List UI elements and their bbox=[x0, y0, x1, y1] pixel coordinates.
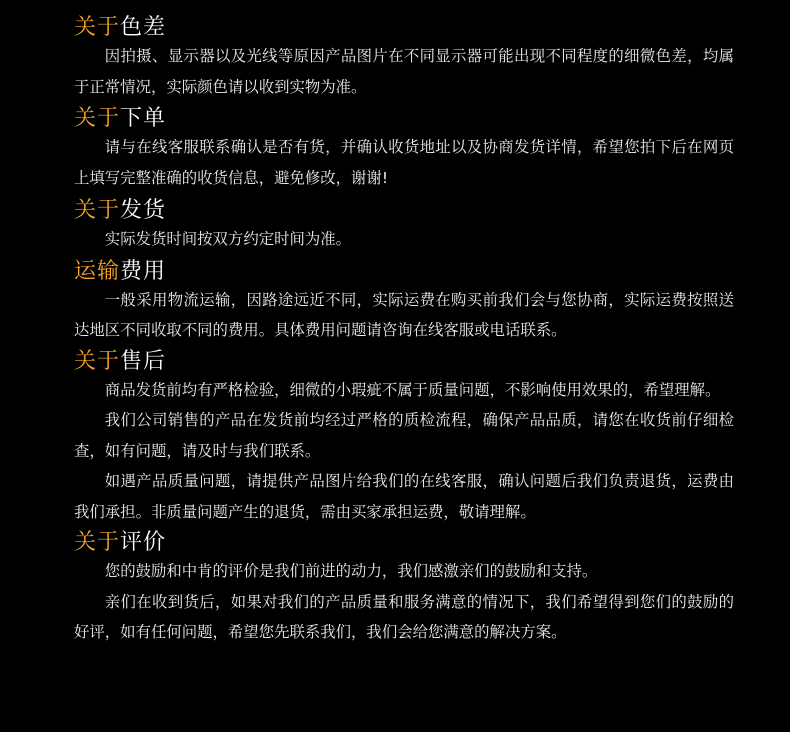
heading-accent: 关于 bbox=[74, 348, 121, 374]
section-paragraph: 我们公司销售的产品在发货前均经过严格的质检流程，确保产品品质，请您在收货前仔细检查，如有问题，请及时与我们联系。 bbox=[74, 411, 734, 460]
heading-accent: 关于 bbox=[74, 106, 121, 131]
section-paragraph: 商品发货前均有严格检验，细微的小瑕疵不属于质量问题，不影响使用效果的，希望理解。 bbox=[104, 380, 721, 399]
section-heading bbox=[74, 106, 790, 132]
section-ordering bbox=[74, 106, 790, 193]
section-paragraph: 如遇产品质量问题，请提供产品图片给我们的在线客服，确认问题后我们负责退货，运费由我们承担。非质量问题产生的退货，需由买家承担运费，敬请理解。 bbox=[74, 472, 734, 521]
section-paragraph: 实际发货时间按双方约定时间为准。 bbox=[104, 230, 352, 248]
section-paragraph: 因拍摄、显示器以及光线等原因产品图片在不同显示器可能出现不同程度的细微色差，均属于正常情况，实际颜色请以收到实物为准。 bbox=[74, 47, 734, 96]
heading-accent: 关于 bbox=[74, 15, 121, 40]
section-heading bbox=[74, 259, 790, 285]
heading-accent: 关于 bbox=[74, 530, 121, 555]
section-paragraph: 请与在线客服联系确认是否有货，并确认收货地址以及协商发货详情，希望您拍下后在网页上填写完整准确的收货信息，避免修改，谢谢! bbox=[74, 138, 734, 187]
section-heading bbox=[74, 530, 790, 556]
section-heading bbox=[74, 15, 790, 41]
heading-rest: 色差 bbox=[120, 15, 167, 40]
section-paragraph: 一般采用物流运输，因路途远近不同，实际运费在购买前我们会与您协商，实际运费按照送达地区不同收取不同的费用。具体费用问题请咨询在线客服或电话联系。 bbox=[74, 290, 734, 339]
section-shipping bbox=[74, 198, 790, 255]
section-paragraph: 亲们在收到货后，如果对我们的产品质量和服务满意的情况下，我们希望得到您们的鼓励的好评，如有任何问题，希望您先联系我们，我们会给您满意的解决方案。 bbox=[74, 592, 734, 641]
heading-rest: 费用 bbox=[120, 258, 167, 284]
heading-rest: 发货 bbox=[120, 198, 167, 223]
heading-rest: 评价 bbox=[120, 530, 167, 555]
section-reviews bbox=[74, 530, 790, 648]
section-heading bbox=[74, 349, 790, 375]
heading-rest: 售后 bbox=[120, 348, 167, 374]
section-after-sales bbox=[74, 349, 790, 528]
section-heading bbox=[74, 198, 790, 224]
section-paragraph: 您的鼓励和中肯的评价是我们前进的动力，我们感激亲们的鼓励和支持。 bbox=[104, 562, 598, 580]
heading-accent: 运输 bbox=[74, 258, 121, 284]
heading-rest: 下单 bbox=[120, 106, 167, 131]
section-freight-cost bbox=[74, 259, 790, 346]
section-color-difference bbox=[74, 0, 790, 102]
heading-accent: 关于 bbox=[74, 198, 121, 223]
